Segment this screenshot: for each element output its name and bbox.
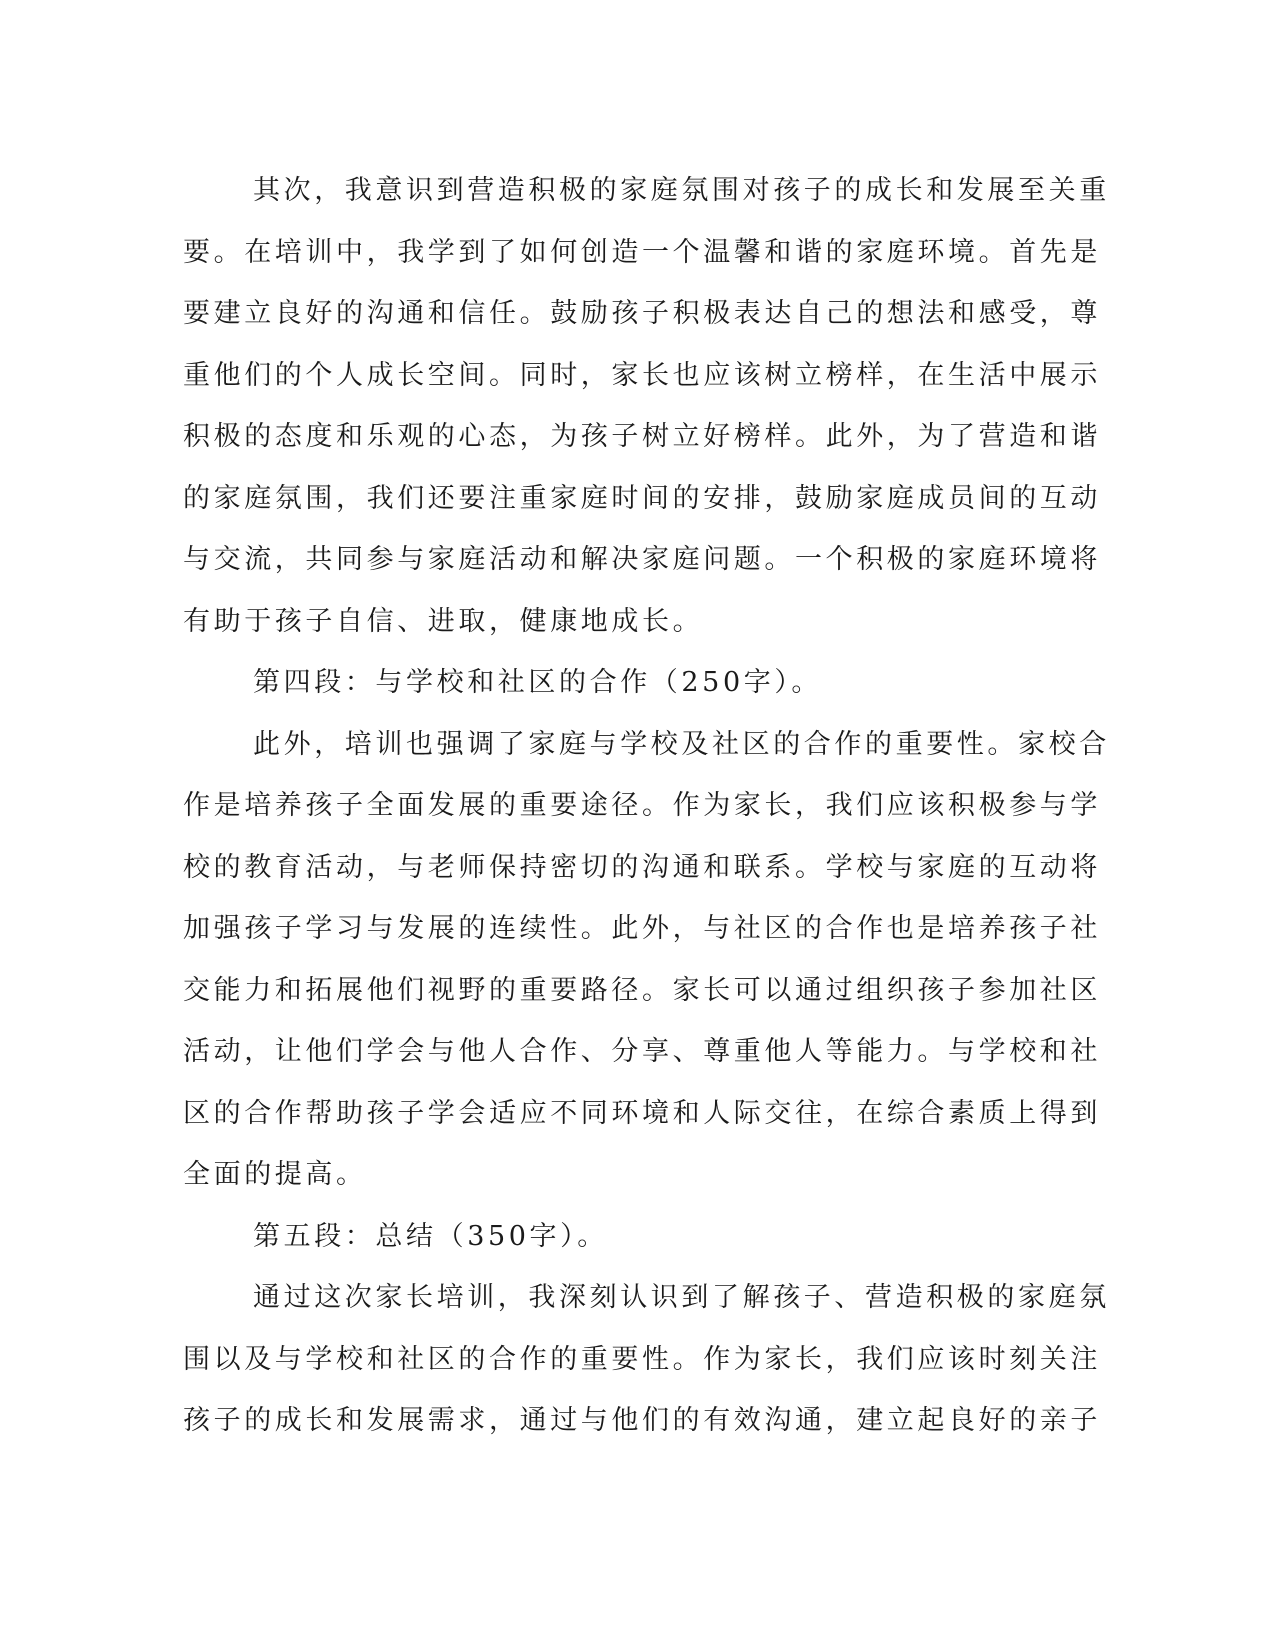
text-line: 校的教育活动，与老师保持密切的沟通和联系。学校与家庭的互动将: [183, 851, 1101, 883]
text-line: 的家庭氛围，我们还要注重家庭时间的安排，鼓励家庭成员间的互动: [183, 482, 1101, 514]
text-line: 围以及与学校和社区的合作的重要性。作为家长，我们应该时刻关注: [183, 1343, 1101, 1375]
paragraph-family-atmosphere: [183, 160, 1110, 652]
text-line: 通过这次家长培训，我深刻认识到了解孩子、营造积极的家庭氛: [253, 1282, 1110, 1313]
text-line: 要。在培训中，我学到了如何创造一个温馨和谐的家庭环境。首先是: [183, 236, 1101, 268]
text-line: 区的合作帮助孩子学会适应不同环境和人际交往，在综合素质上得到: [183, 1097, 1101, 1129]
text-line: 其次，我意识到营造积极的家庭氛围对孩子的成长和发展至关重: [253, 175, 1110, 206]
text-line: 要建立良好的沟通和信任。鼓励孩子积极表达自己的想法和感受，尊: [183, 298, 1101, 329]
section-heading-text: 第四段：与学校和社区的合作（250字）。: [253, 667, 823, 698]
text-line: 活动，让他们学会与他人合作、分享、尊重他人等能力。与学校和社: [183, 1036, 1101, 1067]
text-line: 交能力和拓展他们视野的重要路径。家长可以通过组织孩子参加社区: [183, 974, 1101, 1006]
paragraph-school-community: [183, 714, 1110, 1206]
text-line: 作是培养孩子全面发展的重要途径。作为家长，我们应该积极参与学: [183, 790, 1101, 821]
text-line: 有助于孩子自信、进取，健康地成长。: [183, 605, 704, 637]
paragraph-summary: [183, 1267, 1110, 1452]
text-line: 全面的提高。: [183, 1159, 367, 1190]
text-line: 加强孩子学习与发展的连续性。此外，与社区的合作也是培养孩子社: [183, 913, 1101, 944]
section-heading-4: [183, 652, 1043, 714]
text-line: 重他们的个人成长空间。同时，家长也应该树立榜样，在生活中展示: [183, 359, 1101, 391]
section-heading-text: 第五段：总结（350字）。: [253, 1220, 608, 1252]
document-body: [183, 160, 1110, 1452]
section-heading-5: [183, 1206, 1043, 1268]
text-line: 与交流，共同参与家庭活动和解决家庭问题。一个积极的家庭环境将: [183, 544, 1101, 575]
text-line: 积极的态度和乐观的心态，为孩子树立好榜样。此外，为了营造和谐: [183, 421, 1101, 452]
text-line: 此外，培训也强调了家庭与学校及社区的合作的重要性。家校合: [253, 728, 1110, 760]
text-line: 孩子的成长和发展需求，通过与他们的有效沟通，建立起良好的亲子: [183, 1405, 1101, 1436]
